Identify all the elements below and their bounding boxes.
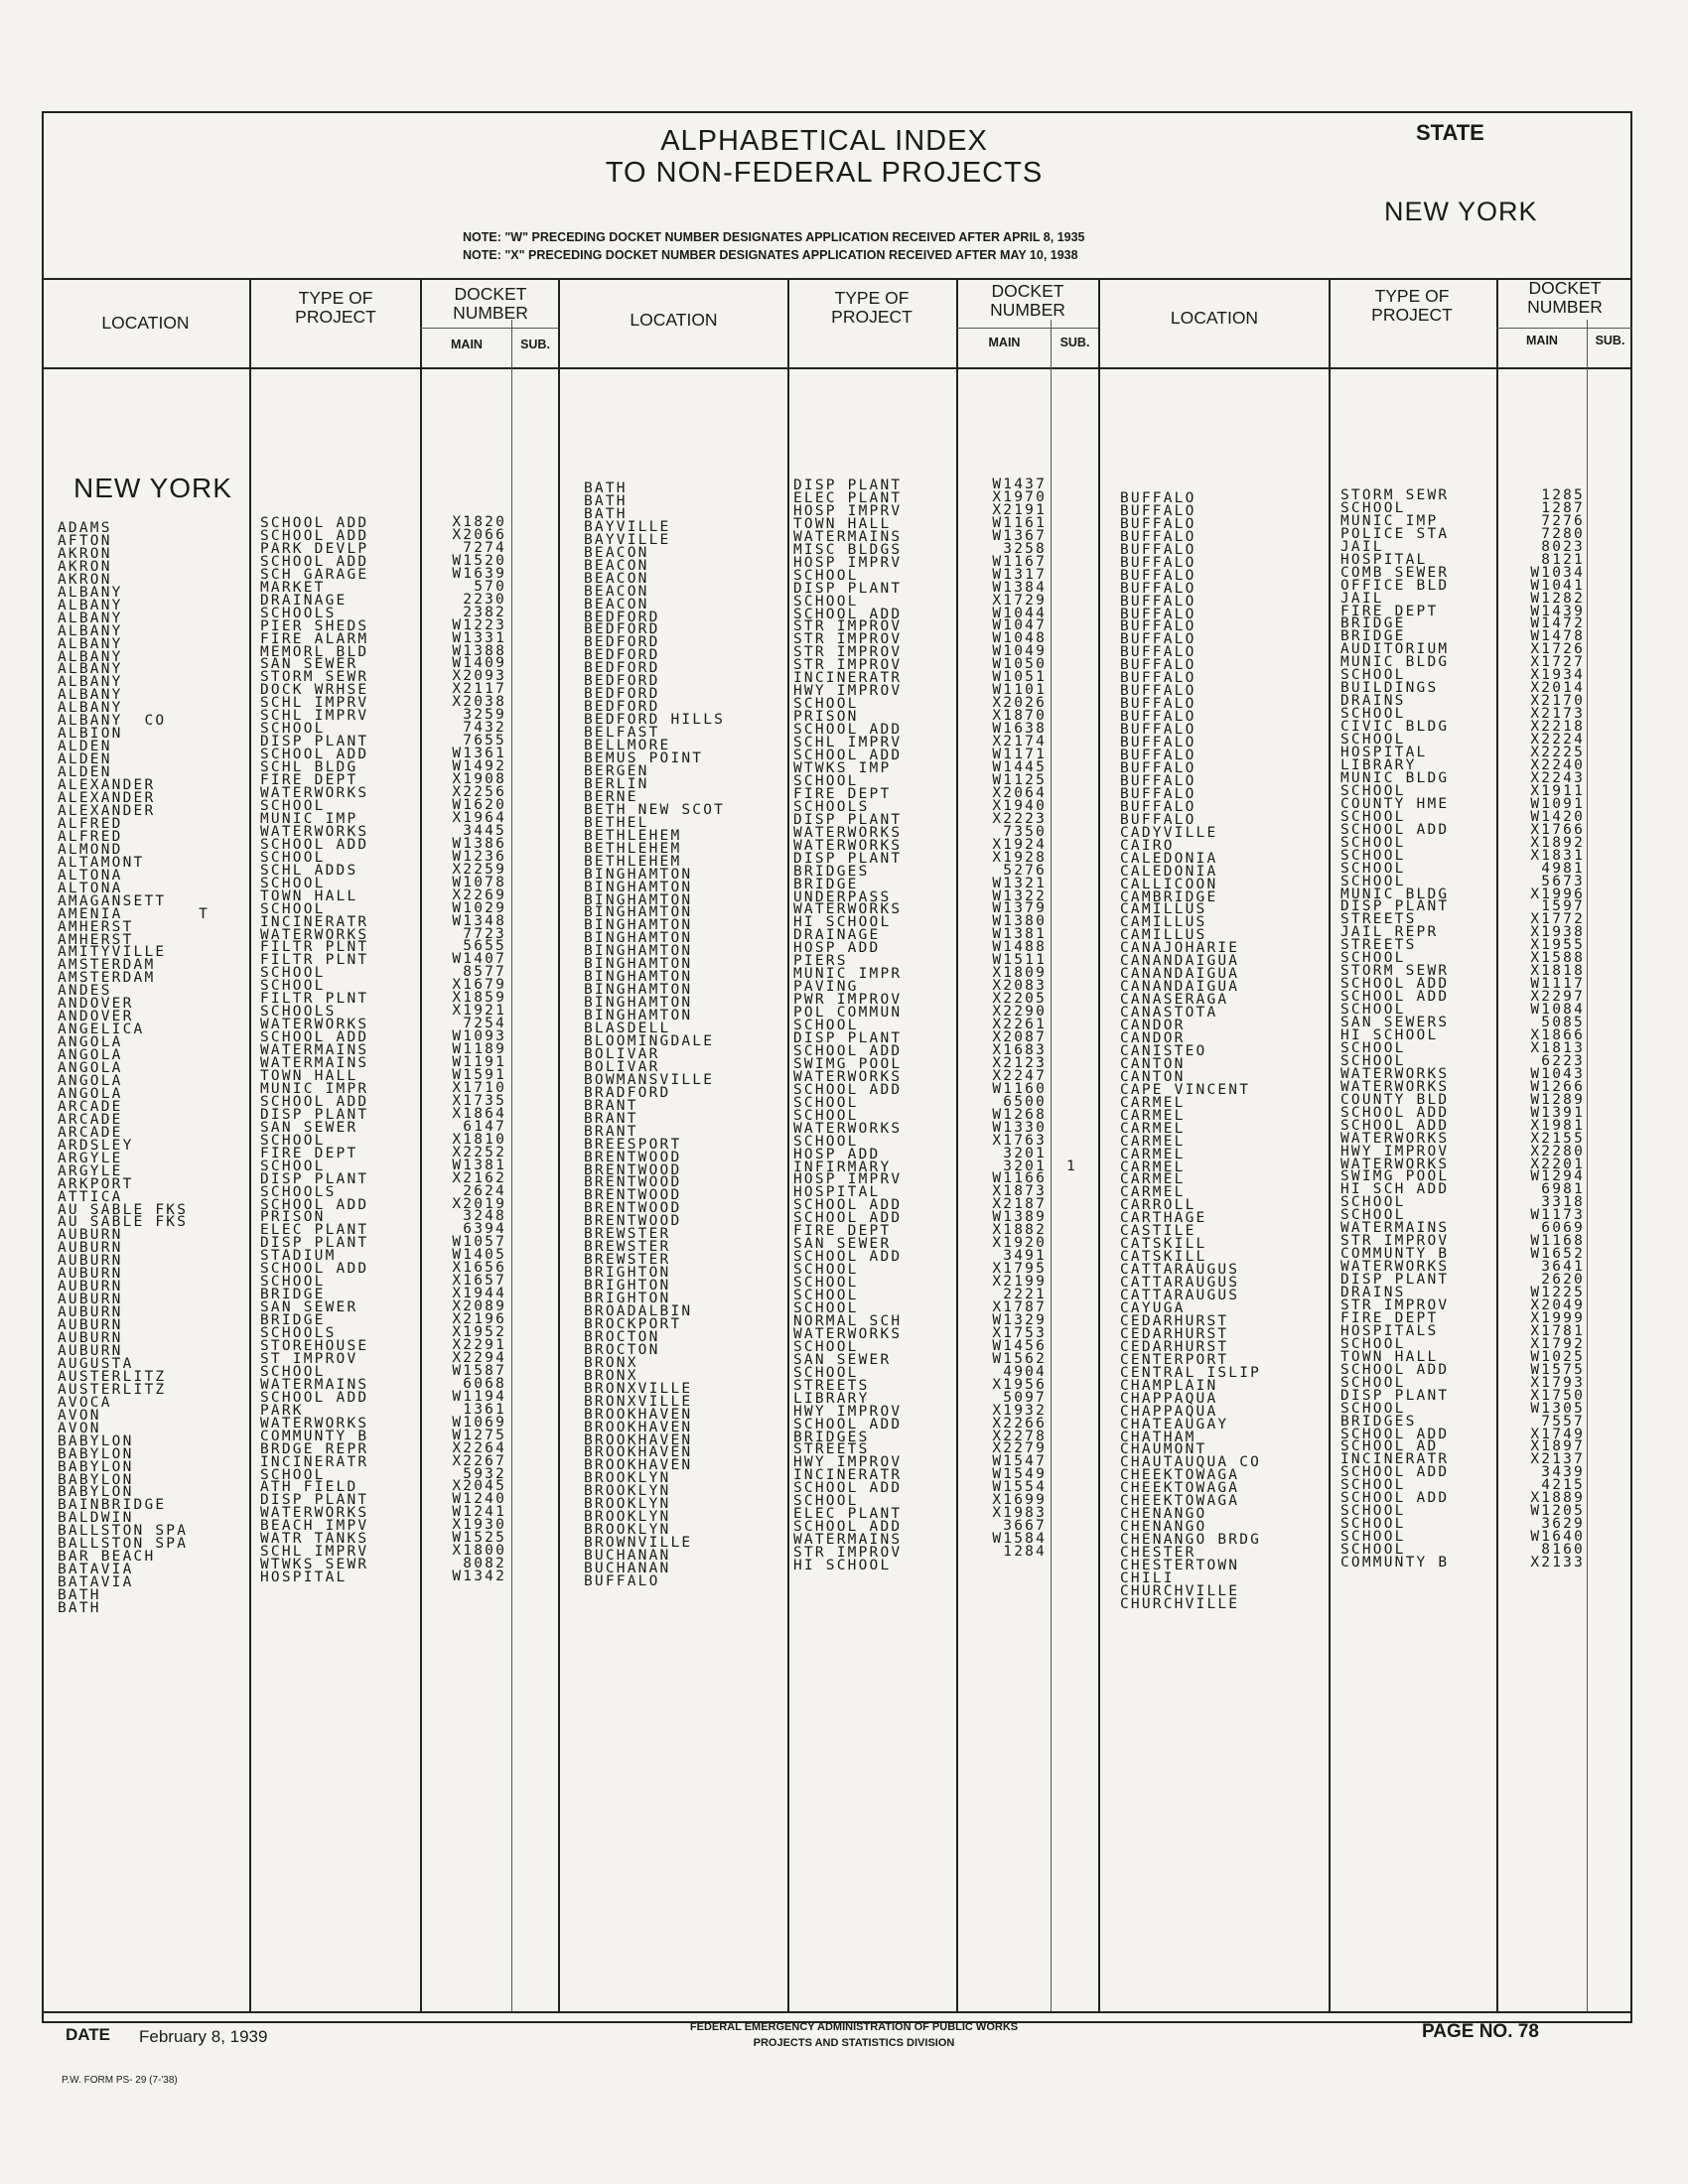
header-sub-2: SUB. bbox=[1059, 336, 1090, 349]
footer-agency-line-2: PROJECTS AND STATISTICS DIVISION bbox=[753, 2037, 955, 2049]
rule-docket-2 bbox=[956, 328, 1098, 329]
col3-location-list: BUFFALO BUFFALO BUFFALO BUFFALO BUFFALO BUFFALO BUFFALO BUFFALO BUFFALO BUFFALO BUFFALO BUFFALO BUFFALO BUFFALO BUFFALO BUFFALO BUFFALO BUFFALO BUFFALO BUFFALO BUFFALO BUFFALO BUFFALO BUFFALO BUFFALO BUFFALO CADYVILLE CAIRO CALEDONIA CALEDONIA CALLICOON CAMBRIDGE CAMILLUS CAMILLUS CAMILLUS CANAJOHARIE CANANDAIGUA CANANDAIGUA CANANDAIGUA CANASERAGA CANASTOTA CANDOR CANDOR CANISTEO CANTON CANTON CAPE VINCENT CARMEL CARMEL CARMEL CARMEL CARMEL CARMEL CARMEL CARMEL CARROLL CARTHAGE CASTILE CATSKILL CATSKILL CATTARAUGUS CATTARAUGUS CATTARAUGUS CAYUGA CEDARHURST CEDARHURST CEDARHURST CENTERPORT CENTRAL ISLIP CHAMPLAIN CHAPPAQUA CHAPPAQUA CHATEAUGAY CHATHAM CHAUMONT CHAUTAUQUA CO CHEEKTOWAGA CHEEKTOWAGA CHEEKTOWAGA CHENANGO CHENANGO CHENANGO BRDG CHESTER CHESTERTOWN CHILI CHURCHVILLE CHURCHVILLE bbox=[1120, 489, 1262, 1612]
rule-footer bbox=[42, 2011, 1632, 2013]
header-main-3: MAIN bbox=[1526, 334, 1558, 347]
col2-sub-list: 1 bbox=[1066, 1158, 1077, 1174]
rule-header-top bbox=[42, 278, 1632, 280]
col3-main-list: 1285 1287 7276 7280 8023 8121 W1034 W1041 W1282 W1439 W1472 W1478 X1726 X1727 X1934 X2014 X2170 X2173 X2218 X2224 X2225 X2240 X2243 X1911 W1091 W1420 X1766 X1892 X1831 4981 5673 X1996 1597 X1772 X1938 X1955 X1588 X1818 W1117 X2297 W1084 5085 X1866 X1813 6223 W1043 W1266 W1289 W1391 X1981 X2155 X2280 X2201 W1294 6981 3318 W1173 6069 W1168 W1652 3641 2620 W1225 X2049 X1999 X1781 X1792 W1025 W1575 X1793 X1750 W1305 7557 X1749 X1897 X2137 3439 4215 X1889 W1205 3629 W1640 8160 X2133 bbox=[1530, 486, 1585, 1571]
form-number: P.W. FORM PS- 29 (7-'38) bbox=[62, 2075, 178, 2086]
rule-v11 bbox=[1587, 320, 1588, 2011]
rule-docket-3 bbox=[1496, 328, 1632, 329]
rule-v5 bbox=[787, 278, 789, 2011]
header-sub-1: SUB. bbox=[520, 338, 550, 351]
col1-type-list: SCHOOL ADD SCHOOL ADD PARK DEVLP SCHOOL ADD SCH GARAGE MARKET DRAINAGE SCHOOLS PIER SHEDS FIRE ALARM MEMORL BLD SAN SEWER STORM SEWR DOCK WRHSE SCHL IMPRV SCHL IMPRV SCHOOL DISP PLANT SCHOOL ADD SCHL BLDG FIRE DEPT WATERWORKS SCHOOL MUNIC IMP WATERWORKS SCHOOL ADD SCHOOL SCHL ADDS SCHOOL TOWN HALL SCHOOL INCINERATR WATERWORKS FILTR PLNT FILTR PLNT SCHOOL SCHOOL FILTR PLNT SCHOOLS WATERWORKS SCHOOL ADD WATERMAINS WATERMAINS TOWN HALL MUNIC IMPR SCHOOL ADD DISP PLANT SAN SEWER SCHOOL FIRE DEPT SCHOOL DISP PLANT SCHOOLS SCHOOL ADD PRISON ELEC PLANT DISP PLANT STADIUM SCHOOL ADD SCHOOL BRIDGE SAN SEWER BRIDGE SCHOOLS STOREHOUSE ST IMPROV SCHOOL WATERMAINS SCHOOL ADD PARK WATERWORKS COMMUNTY B BRDGE REPR INCINERATR SCHOOL ATH FIELD DISP PLANT WATERWORKS BEACH IMPV WATR TANKS SCHL IMPRV WTWKS SEWR HOSPITAL bbox=[260, 515, 369, 1586]
footer-date: February 8, 1939 bbox=[139, 2027, 268, 2046]
header-main-2: MAIN bbox=[988, 336, 1021, 349]
rule-v8 bbox=[1098, 278, 1100, 2011]
note-x: NOTE: "X" PRECEDING DOCKET NUMBER DESIGNATES APPLICATION RECEIVED AFTER MAY 10, 1938 bbox=[463, 248, 1078, 262]
page-title bbox=[556, 125, 1092, 189]
notes bbox=[463, 228, 1085, 264]
col1-main-list: X1820 X2066 7274 W1520 W1639 570 2230 2382 W1223 W1331 W1388 W1409 X2093 X2117 X2038 3259 7432 7655 W1361 W1492 X1908 X2256 W1620 X1964 3445 W1386 W1236 X2259 W1078 X2269 W1029 W1348 7723 5655 W1407 8577 X1679 X1859 X1921 7254 W1093 W1189 W1191 W1591 X1710 X1735 X1864 6147 X1810 X2252 W1381 X2162 2624 X2019 3248 6394 W1057 W1405 X1656 X1657 X1944 X2089 X2196 X1952 X2291 X2294 W1587 6068 W1194 1361 W1069 W1275 X2264 X2267 5932 X2045 W1240 W1241 X1930 W1525 X1800 8082 W1342 bbox=[452, 514, 506, 1585]
rule-v9 bbox=[1329, 278, 1331, 2011]
header-location-3: LOCATION bbox=[1170, 308, 1259, 328]
col2-location-list: BATH BATH BATH BAYVILLE BAYVILLE BEACON BEACON BEACON BEACON BEACON BEDFORD BEDFORD BEDFORD BEDFORD BEDFORD BEDFORD BEDFORD BEDFORD BEDFORD HILLS BELFAST BELLMORE BEMUS POINT BERGEN BERLIN BERNE BETH NEW SCOT BETHEL BETHLEHEM BETHLEHEM BETHLEHEM BINGHAMTON BINGHAMTON BINGHAMTON BINGHAMTON BINGHAMTON BINGHAMTON BINGHAMTON BINGHAMTON BINGHAMTON BINGHAMTON BINGHAMTON BINGHAMTON BLASDELL BLOOMINGDALE BOLIVAR BOLIVAR BOWMANSVILLE BRADFORD BRANT BRANT BRANT BREESPORT BRENTWOOD BRENTWOOD BRENTWOOD BRENTWOOD BRENTWOOD BRENTWOOD BREWSTER BREWSTER BREWSTER BRIGHTON BRIGHTON BRIGHTON BROADALBIN BROCKPORT BROCTON BROCTON BRONX BRONX BRONXVILLE BRONXVILLE BROOKHAVEN BROOKHAVEN BROOKHAVEN BROOKHAVEN BROOKHAVEN BROOKLYN BROOKLYN BROOKLYN BROOKLYN BROOKLYN BROWNVILLE BUCHANAN BUCHANAN BUFFALO bbox=[584, 480, 726, 1590]
header-type-2: TYPE OF PROJECT bbox=[831, 288, 913, 327]
footer-agency bbox=[616, 2019, 1092, 2051]
rule-v1 bbox=[249, 278, 251, 2011]
header-docket-1: DOCKET NUMBER bbox=[453, 284, 528, 323]
section-heading: NEW YORK bbox=[73, 473, 232, 503]
header-main-1: MAIN bbox=[451, 338, 483, 351]
header-docket-2: DOCKET NUMBER bbox=[990, 281, 1065, 320]
note-w: NOTE: "W" PRECEDING DOCKET NUMBER DESIGNATES APPLICATION RECEIVED AFTER APRIL 8, 1935 bbox=[463, 230, 1085, 244]
title-line-1: ALPHABETICAL INDEX bbox=[660, 125, 988, 157]
rule-docket-1 bbox=[420, 328, 559, 329]
state-label: STATE bbox=[1416, 120, 1484, 145]
title-line-2: TO NON-FEDERAL PROJECTS bbox=[605, 157, 1044, 189]
rule-v7 bbox=[1051, 320, 1052, 2011]
footer-page-number: PAGE NO. 78 bbox=[1422, 2021, 1539, 2042]
col3-type-list: STORM SEWR SCHOOL MUNIC IMP POLICE STA JAIL HOSPITAL COMB SEWER OFFICE BLD JAIL FIRE DEPT BRIDGE BRIDGE AUDITORIUM MUNIC BLDG SCHOOL BUILDINGS DRAINS SCHOOL CIVIC BLDG SCHOOL HOSPITAL LIBRARY MUNIC BLDG SCHOOL COUNTY HME SCHOOL SCHOOL ADD SCHOOL SCHOOL SCHOOL SCHOOL MUNIC BLDG DISP PLANT STREETS JAIL REPR STREETS SCHOOL STORM SEWR SCHOOL ADD SCHOOL ADD SCHOOL SAN SEWERS HI SCHOOL SCHOOL SCHOOL WATERWORKS WATERWORKS COUNTY BLD SCHOOL ADD SCHOOL ADD WATERWORKS HWY IMPROV WATERWORKS SWIMG POOL HI SCH ADD SCHOOL SCHOOL WATERMAINS STR IMPROV COMMUNTY B WATERWORKS DISP PLANT DRAINS STR IMPROV FIRE DEPT HOSPITALS SCHOOL TOWN HALL SCHOOL ADD SCHOOL DISP PLANT SCHOOL BRIDGES SCHOOL ADD SCHOOL AD INCINERATR SCHOOL ADD SCHOOL SCHOOL ADD SCHOOL SCHOOL SCHOOL SCHOOL COMMUNTY B bbox=[1340, 486, 1450, 1571]
footer-date-label: DATE bbox=[66, 2025, 111, 2044]
header-type-3: TYPE OF PROJECT bbox=[1371, 286, 1453, 325]
header-docket-3: DOCKET NUMBER bbox=[1527, 278, 1603, 317]
rule-header-bottom bbox=[42, 367, 1632, 369]
header-type-1: TYPE OF PROJECT bbox=[295, 288, 376, 327]
header-location-1: LOCATION bbox=[101, 313, 190, 333]
rule-v3 bbox=[511, 320, 512, 2011]
state-value: NEW YORK bbox=[1384, 197, 1538, 226]
header-sub-3: SUB. bbox=[1595, 334, 1625, 347]
col2-type-list: DISP PLANT ELEC PLANT HOSP IMPRV TOWN HALL WATERMAINS MISC BLDGS HOSP IMPRV SCHOOL DISP PLANT SCHOOL SCHOOL ADD STR IMPROV STR IMPROV STR IMPROV STR IMPROV INCINERATR HWY IMPROV SCHOOL PRISON SCHOOL ADD SCHL IMPRV SCHOOL ADD WTWKS IMP SCHOOL FIRE DEPT SCHOOLS DISP PLANT WATERWORKS WATERWORKS DISP PLANT BRIDGES BRIDGE UNDERPASS WATERWORKS HI SCHOOL DRAINAGE HOSP ADD PIERS MUNIC IMPR PAVING PWR IMPROV POL COMMUN SCHOOL DISP PLANT SCHOOL ADD SWIMG POOL WATERWORKS SCHOOL ADD SCHOOL SCHOOL WATERWORKS SCHOOL HOSP ADD INFIRMARY HOSP IMPRV HOSPITAL SCHOOL ADD SCHOOL ADD FIRE DEPT SAN SEWER SCHOOL ADD SCHOOL SCHOOL SCHOOL SCHOOL NORMAL SCH WATERWORKS SCHOOL SAN SEWER SCHOOL STREETS LIBRARY HWY IMPROV SCHOOL ADD BRIDGES STREETS HWY IMPROV INCINERATR SCHOOL ADD SCHOOL ELEC PLANT SCHOOL ADD WATERMAINS STR IMPROV HI SCHOOL bbox=[793, 478, 903, 1574]
rule-v4 bbox=[558, 278, 560, 2011]
footer-agency-line-1: FEDERAL EMERGENCY ADMINISTRATION OF PUBLIC WORKS bbox=[689, 2021, 1019, 2033]
col1-location-list: ADAMS AFTON AKRON AKRON AKRON ALBANY ALBANY ALBANY ALBANY ALBANY ALBANY ALBANY ALBANY ALBANY ALBANY ALBANY CO ALBION ALDEN ALDEN ALDEN ALEXANDER ALEXANDER ALEXANDER ALFRED ALFRED ALMOND ALTAMONT ALTONA ALTONA AMAGANSETT AMENIA T AMHERST AMHERST AMITYVILLE AMSTERDAM AMSTERDAM ANDES ANDOVER ANDOVER ANGELICA ANGOLA ANGOLA ANGOLA ANGOLA ANGOLA ARCADE ARCADE ARCADE ARDSLEY ARGYLE ARGYLE ARKPORT ATTICA AU SABLE FKS AU SABLE FKS AUBURN AUBURN AUBURN AUBURN AUBURN AUBURN AUBURN AUBURN AUBURN AUBURN AUGUSTA AUSTERLITZ AUSTERLITZ AVOCA AVON AVON BABYLON BABYLON BABYLON BABYLON BABYLON BAINBRIDGE BALDWIN BALLSTON SPA BALLSTON SPA BAR BEACH BATAVIA BATAVIA BATH BATH bbox=[58, 520, 211, 1617]
col2-main-list: W1437 X1970 X2191 W1161 W1367 3258 W1167 W1317 W1384 X1729 W1044 W1047 W1048 W1049 W1050 W1051 W1101 X2026 X1870 W1638 X2174 W1171 W1445 W1125 X2064 X1940 X2223 7350 X1924 X1928 5276 W1321 W1322 W1379 W1380 W1381 W1488 W1511 X1809 X2083 X2205 X2290 X2261 X2087 X1683 X2123 X2247 W1160 6500 W1268 W1330 X1763 3201 3201 W1166 X1873 X2187 W1389 X1882 X1920 3491 X1795 X2199 2221 X1787 W1329 X1753 W1456 W1562 4904 X1956 5097 X1932 X2266 X2278 X2279 W1547 W1549 W1554 X1699 X1983 3667 W1584 1284 bbox=[992, 477, 1047, 1561]
header-location-2: LOCATION bbox=[630, 310, 718, 330]
